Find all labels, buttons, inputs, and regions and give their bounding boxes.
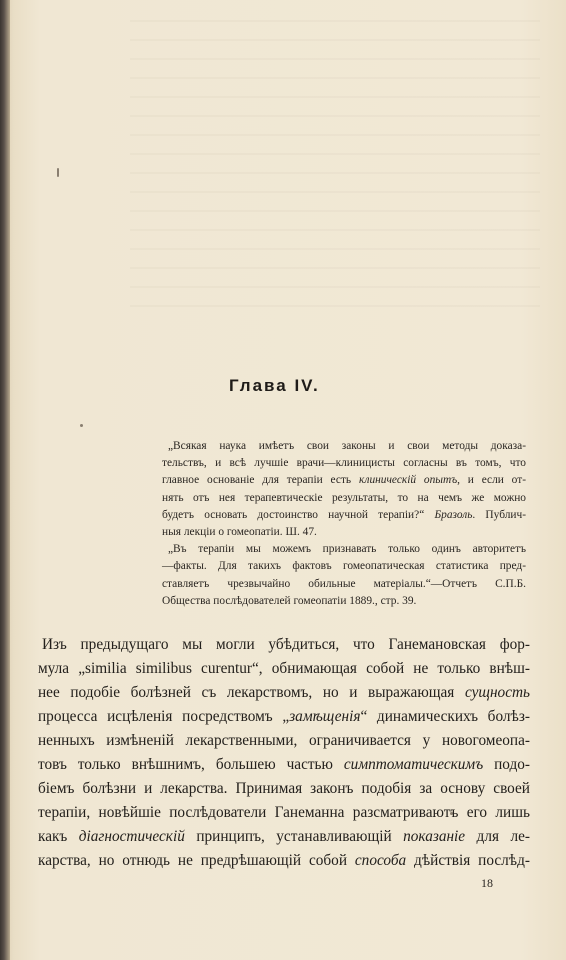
body-line: ненныхъ измѣненій лекарственными, ограничивается у новогомеопа- xyxy=(38,732,530,749)
body-text: “ динамическихъ болѣз- xyxy=(360,708,530,725)
ink-speck xyxy=(57,168,59,177)
epigraph-text: . Публич- xyxy=(472,508,527,521)
epigraph xyxy=(162,438,526,610)
body-line xyxy=(38,753,530,777)
body-text: процесса исцѣленія посредствомъ „ xyxy=(38,708,290,725)
body-line xyxy=(38,681,530,705)
body-italic: способа xyxy=(354,852,407,869)
body-text: подо- xyxy=(483,756,530,773)
body-italic: замѣщенія xyxy=(289,708,361,725)
epigraph-line: ставляетъ чрезвычайно обильные матеріалы.“—Отчетъ С.П.Б. xyxy=(162,577,526,590)
body-italic: показаніе xyxy=(403,828,466,845)
epigraph-text: , и если от- xyxy=(457,474,526,487)
epigraph-text: главное основаніе для терапіи есть xyxy=(162,474,359,487)
epigraph-line: „Всякая наука имѣетъ свои законы и свои методы доказа- xyxy=(168,440,526,452)
epigraph-quote-2 xyxy=(162,541,526,610)
epigraph-line: ныя лекціи о гомеопатіи. Ш. 47. xyxy=(162,526,317,539)
epigraph-text: будетъ основать достоинство научной терапіи?“ xyxy=(162,508,435,521)
body-text: дѣйствія послѣд- xyxy=(406,852,530,869)
body-text: какъ xyxy=(38,828,79,845)
epigraph-line: нять отъ нея терапевтическіе результаты, то на чемъ же можно xyxy=(162,491,526,504)
body-line: біемъ болѣзни и лекарства. Принимая законъ подобія за основу своей xyxy=(38,780,530,797)
epigraph-line: тельствъ, и всѣ лучшіе врачи—клиницисты согласны въ томъ, что xyxy=(162,457,526,470)
ink-speck xyxy=(80,424,83,427)
epigraph-italic: клиническій опытъ xyxy=(358,474,458,487)
body-line xyxy=(38,849,530,873)
body-line xyxy=(38,705,530,729)
body-italic: діагностическій xyxy=(78,828,185,845)
body-line: мула „similia similibus curentur“, обнимающая собой не только внѣш- xyxy=(38,660,530,677)
body-line: Изъ предыдущаго мы могли убѣдиться, что Ганемановская фор- xyxy=(42,636,530,653)
book-spine-shadow xyxy=(0,0,10,960)
body-italic: сущность xyxy=(464,684,530,701)
epigraph-line: —факты. Для такихъ фактовъ гомеопатическая статистика пред- xyxy=(162,560,526,573)
body-text: нее подобіе болѣзней съ лекарствомъ, но и выражающая xyxy=(38,684,465,701)
body-paragraph xyxy=(38,633,530,873)
epigraph-line xyxy=(162,472,526,489)
body-text: для ле- xyxy=(465,828,530,845)
epigraph-line: „Въ терапіи мы можемъ признавать только одинъ авторитетъ xyxy=(168,543,526,556)
epigraph-line: Общества послѣдователей гомеопатіи 1889., стр. 39. xyxy=(162,594,417,607)
page-number: 18 xyxy=(481,876,493,890)
epigraph-author: Бразоль xyxy=(434,508,473,521)
body-text: принципъ, устанавливающій xyxy=(184,828,404,845)
epigraph-line xyxy=(162,507,526,524)
body-line: терапіи, новѣйшіе послѣдователи Ганеманна разсматриваютъ его лишь xyxy=(38,804,530,821)
body-text: товъ только внѣшнимъ, большею частью xyxy=(38,756,344,773)
chapter-title: Глава IV. xyxy=(229,376,320,395)
body-text: карства, но отнюдь не предрѣшающій собой xyxy=(38,852,355,869)
body-line xyxy=(38,825,530,849)
body-italic: симптоматическимъ xyxy=(343,756,484,773)
show-through-text xyxy=(130,20,540,320)
epigraph-quote-1 xyxy=(162,438,526,541)
